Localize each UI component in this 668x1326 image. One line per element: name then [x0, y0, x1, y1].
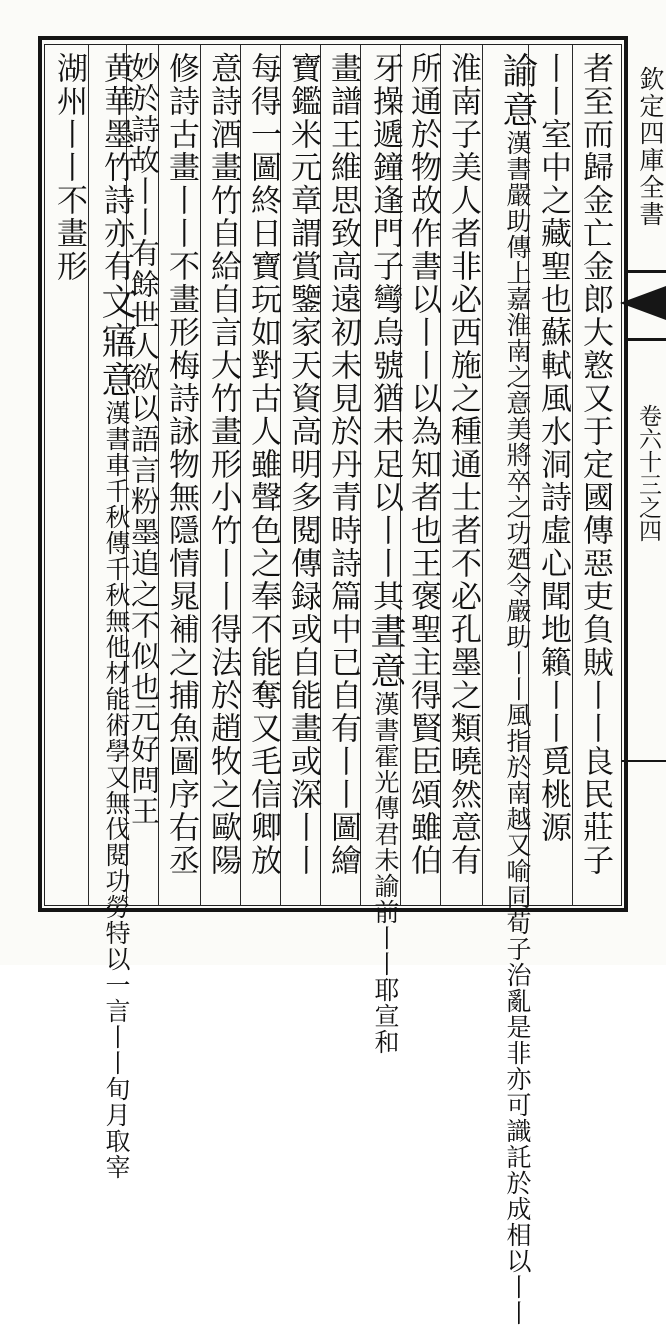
text-column-14 [48, 52, 88, 902]
column-text: 妙於詩故丨丨有餘世人欲以語言粉墨追之不似也元好問王 [127, 52, 161, 827]
text-column-11 [160, 52, 200, 902]
column-text: 意詩酒畫竹自給自言大竹畫形小竹丨丨得法於趙牧之歐陽 [205, 52, 241, 877]
annotation-line-1: 漢書車千秋傳千秋無他材能術學又 [102, 400, 131, 790]
column-rule [482, 45, 483, 906]
text-column-13 [88, 52, 137, 1180]
entry-term: 諭意 [497, 52, 538, 130]
column-text: 寶鑑米元章謂賞鑒家天資高明多閱傳録或自能畫或深丨丨 [285, 52, 321, 877]
annotation-line-2: 無伐閱功勞特以一言丨丨旬月取宰 [102, 790, 131, 1180]
text-column-8 [282, 52, 322, 902]
column-rule [572, 45, 573, 906]
annotation-line-1: 漢書霍光傳君未 [371, 691, 400, 873]
margin-rule [622, 760, 666, 762]
column-text: 淮南子美人者非必西施之種通士者不必孔墨之類曉然意有 [445, 52, 481, 877]
text-column-9 [242, 52, 282, 902]
volume-label: 卷六十三之四 [635, 404, 661, 542]
column-text: 丨丨室中之藏聖也蘇軾風水洞詩虛心聞地籟丨丨覓桃源 [535, 52, 571, 844]
entry-term: 晝意 [365, 613, 406, 691]
column-text: 所通於物故作書以丨丨以為知者也王褒聖主得賢臣頌雖伯 [405, 52, 441, 877]
fish-tail-bar-top [628, 270, 666, 273]
entry-term: 文寤意 [96, 283, 137, 400]
book-title: 欽定四庫全書 [636, 66, 665, 228]
annotation-line-2: 指於南越又喻同荀子治亂是非亦可識託於成相以丨丨 [503, 728, 532, 1326]
annotation-line-1: 漢書嚴助傳上嘉淮南之意美將卒之功廼令嚴助丨丨風 [503, 130, 532, 728]
text-column-1 [574, 52, 614, 902]
column-text: 牙操遞鐘逢門子彎烏號猶未足以丨丨其 [367, 52, 403, 613]
text-column-5 [402, 52, 442, 902]
column-rule [200, 45, 201, 906]
text-column-3 [484, 52, 538, 1326]
text-column-2 [532, 52, 572, 902]
column-text: 者至而歸金亡金郎大憝又于定國傳惡吏負賊丨丨良民莊子 [577, 52, 613, 877]
text-column-6 [362, 52, 406, 1055]
text-column-4 [442, 52, 482, 902]
text-column-10 [202, 52, 242, 902]
text-column-7 [322, 52, 362, 902]
fish-tail-bar-bottom [628, 338, 666, 341]
column-text: 每得一圖終日寶玩如對古人雖聲色之奉不能奪又毛信卿放 [245, 52, 281, 877]
annotation-line-2: 諭前丨丨耶宣和 [371, 873, 400, 1055]
column-text: 湖州丨丨不畫形 [51, 52, 87, 283]
column-text: 畫譜王維思致高遠初未見於丹青時詩篇中已自有丨丨圖繪 [325, 52, 361, 877]
column-text: 黄華墨竹詩亦有 [98, 52, 134, 283]
column-text: 修詩古畫丨丨不畫形梅詩詠物無隱情晁補之捕魚圖序右丞 [163, 52, 199, 877]
